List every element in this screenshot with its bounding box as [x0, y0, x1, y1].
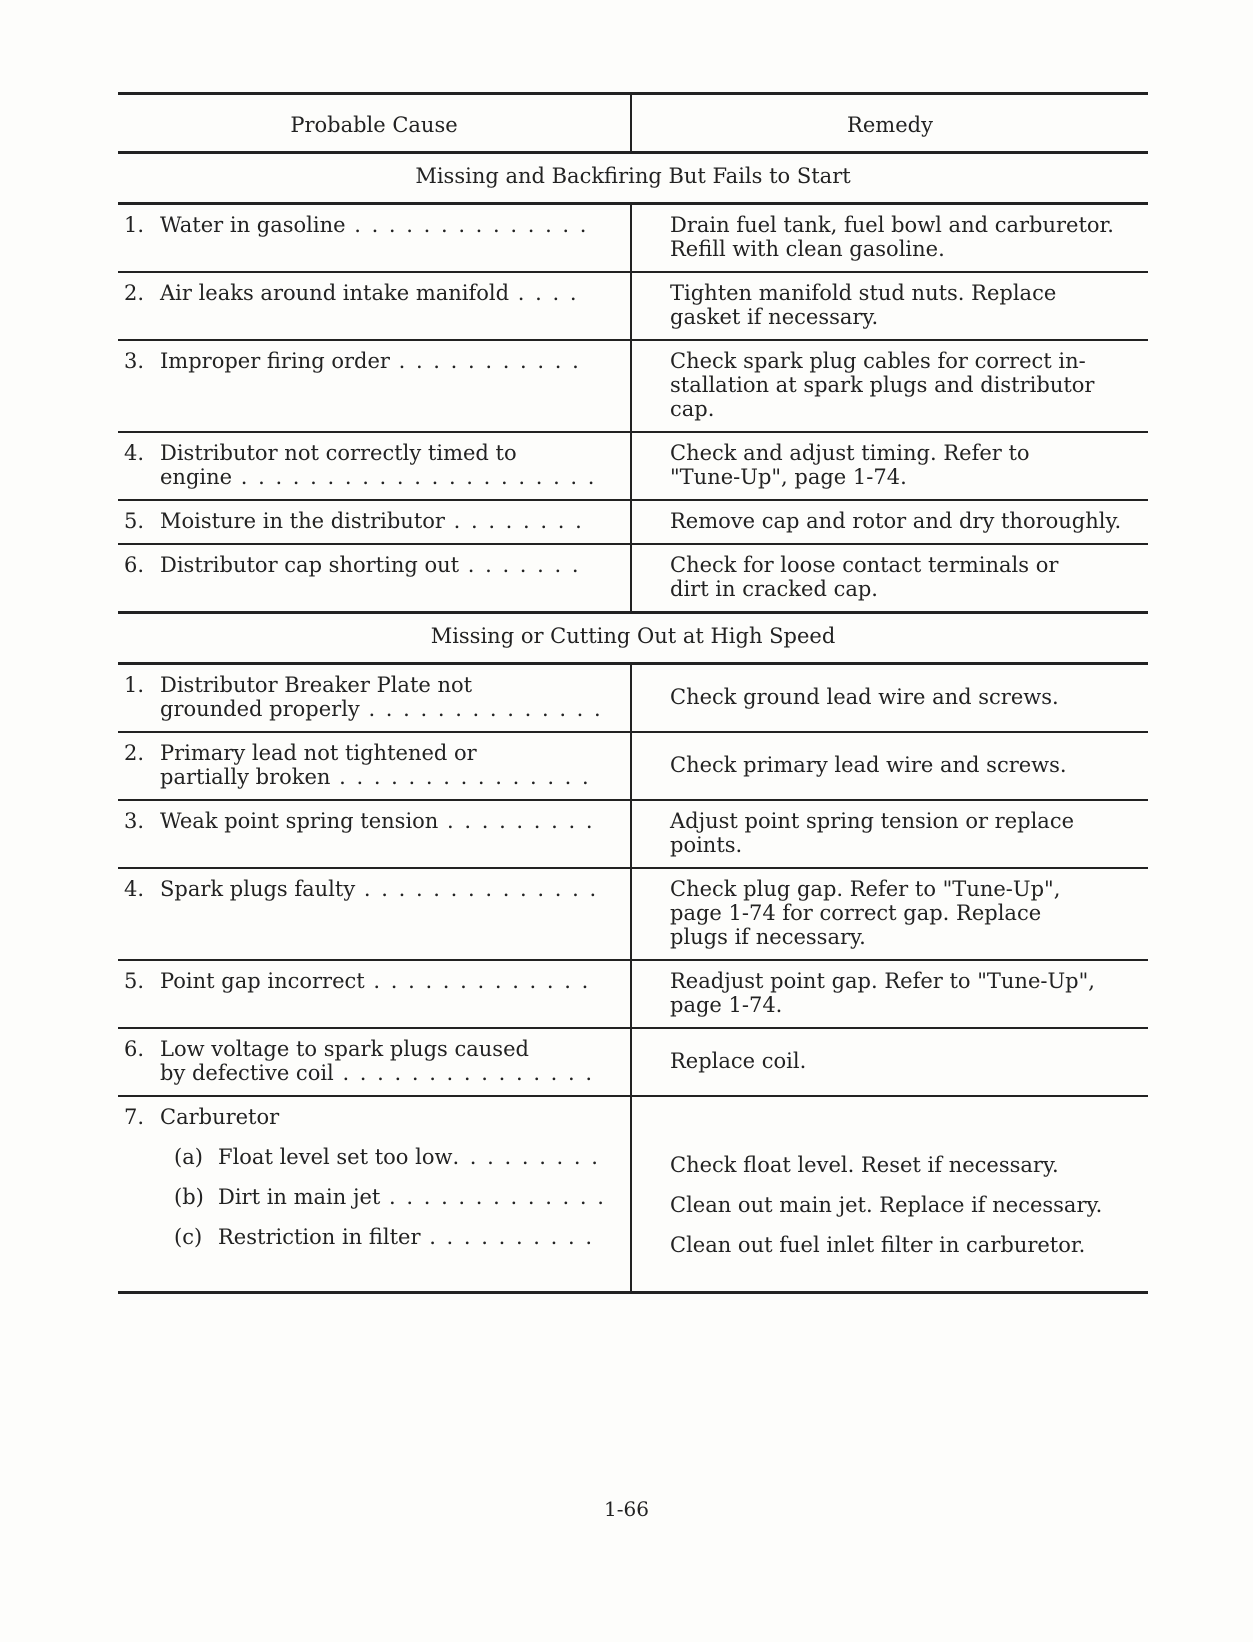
item-number: 1. — [124, 213, 145, 237]
table-header-row — [118, 94, 1148, 153]
cause-text: by defective coil — [160, 1061, 334, 1085]
remedy-text: Readjust point gap. Refer to "Tune-Up", — [670, 969, 1095, 993]
item-number: 1. — [124, 673, 145, 697]
table-row — [118, 204, 1148, 273]
cause-cell — [118, 500, 631, 544]
remedy-text: Check primary lead wire and screws. — [670, 753, 1067, 777]
table-row — [118, 500, 1148, 544]
cause-text: Weak point spring tension — [160, 809, 439, 833]
remedy-cell — [631, 1028, 1148, 1096]
remedy-text: dirt in cracked cap. — [670, 577, 878, 601]
item-number: 5. — [124, 969, 145, 993]
cause-text: Distributor not correctly timed to — [160, 441, 517, 465]
remedy-cell — [631, 732, 1148, 800]
table-row — [118, 960, 1148, 1028]
item-number: 7. — [124, 1105, 145, 1129]
remedy-cell — [631, 432, 1148, 500]
remedy-text: Check and adjust timing. Refer to — [670, 441, 1030, 465]
remedy-text: Refill with clean gasoline. — [670, 237, 945, 261]
cause-text-continued — [124, 697, 624, 721]
item-number: 4. — [124, 877, 145, 901]
cause-text: Restriction in filter — [218, 1225, 421, 1249]
remedy-cell — [631, 868, 1148, 960]
table-row — [118, 1028, 1148, 1096]
leader-dots: . . . . . . . . . . . . . . — [345, 213, 589, 237]
leader-dots: . . . . . . . . . . . . . — [364, 969, 591, 993]
remedy-text: Replace coil. — [670, 1049, 807, 1073]
cause-text: Float level set too low — [218, 1145, 453, 1169]
cause-text: grounded properly — [160, 697, 360, 721]
remedy-text: page 1-74. — [670, 993, 783, 1017]
remedy-cell — [631, 500, 1148, 544]
cause-text-continued — [124, 765, 624, 789]
remedy-text: Check ground lead wire and screws. — [670, 685, 1059, 709]
remedy-cell — [631, 204, 1148, 273]
leader-dots: . . . . . . . . — [444, 509, 584, 533]
leader-dots: . . . . — [509, 281, 579, 305]
cause-cell — [118, 272, 631, 340]
cause-cell — [118, 544, 631, 613]
item-number: 2. — [124, 741, 145, 765]
item-number: 3. — [124, 809, 145, 833]
cause-cell — [118, 960, 631, 1028]
cause-text: partially broken — [160, 765, 331, 789]
table-row — [118, 800, 1148, 868]
cause-text: Dirt in main jet — [218, 1185, 381, 1209]
sub-item-label: (c) — [174, 1225, 203, 1249]
cause-cell — [118, 1096, 631, 1293]
remedy-text: Clean out fuel inlet filter in carburetor. — [670, 1233, 1086, 1257]
remedy-cell — [631, 340, 1148, 432]
remedy-text: Adjust point spring tension or replace — [670, 809, 1075, 833]
cause-cell — [118, 868, 631, 960]
remedy-text: Tighten manifold stud nuts. Replace — [670, 281, 1057, 305]
item-number: 2. — [124, 281, 145, 305]
leader-dots: . . . . . . . . . . . — [389, 349, 581, 373]
cause-text: Primary lead not tightened or — [160, 741, 477, 765]
item-number: 4. — [124, 441, 145, 465]
leader-dots: . . . . . . . . . . — [420, 1225, 595, 1249]
troubleshooting-table — [118, 92, 1148, 1294]
cause-cell — [118, 732, 631, 800]
troubleshooting-page — [118, 92, 1148, 1294]
cause-cell — [118, 340, 631, 432]
cause-text: Spark plugs faulty — [160, 877, 356, 901]
remedy-text: cap. — [670, 397, 715, 421]
remedy-cell — [631, 664, 1148, 733]
cause-text: Carburetor — [160, 1105, 280, 1129]
remedy-cell — [631, 960, 1148, 1028]
page-number: 1-66 — [604, 1497, 649, 1521]
cause-text: Low voltage to spark plugs caused — [160, 1037, 529, 1061]
remedy-text: "Tune-Up", page 1-74. — [670, 465, 907, 489]
cause-cell — [118, 432, 631, 500]
remedy-text: Drain fuel tank, fuel bowl and carburetor. — [670, 213, 1114, 237]
remedy-text: Check for loose contact terminals or — [670, 553, 1059, 577]
item-number: 6. — [124, 1037, 145, 1061]
cause-text: Improper firing order — [160, 349, 390, 373]
cause-text: Water in gasoline — [160, 213, 346, 237]
sub-item — [124, 1145, 624, 1169]
leader-dots: . . . . . . . . . . . . . . — [359, 697, 603, 721]
cause-text: engine — [160, 465, 233, 489]
leader-dots: . . . . . . . . . — [438, 809, 595, 833]
table-row — [118, 664, 1148, 733]
remedy-text: stallation at spark plugs and distributor — [670, 373, 1095, 397]
cause-text: Air leaks around intake manifold — [160, 281, 510, 305]
leader-dots: . . . . . . . . . — [452, 1145, 600, 1169]
remedy-cell — [631, 544, 1148, 613]
cause-cell — [118, 1028, 631, 1096]
cause-text: Point gap incorrect — [160, 969, 365, 993]
cause-text: Distributor Breaker Plate not — [160, 673, 473, 697]
leader-dots: . . . . . . . . . . . . . . — [355, 877, 599, 901]
remedy-text: page 1-74 for correct gap. Replace — [670, 901, 1042, 925]
sub-item — [124, 1185, 624, 1209]
remedy-text: Clean out main jet. Replace if necessary. — [670, 1193, 1103, 1217]
table-row — [118, 340, 1148, 432]
item-number: 3. — [124, 349, 145, 373]
sub-item — [124, 1225, 624, 1249]
remedy-cell — [631, 800, 1148, 868]
section-heading-row — [118, 613, 1148, 664]
remedy-text: Check spark plug cables for correct in- — [670, 349, 1086, 373]
cause-cell — [118, 664, 631, 733]
table-row — [118, 1096, 1148, 1293]
leader-dots: . . . . . . . . . . . . . . . — [330, 765, 591, 789]
cause-text: Distributor cap shorting out — [160, 553, 460, 577]
remedy-text: plugs if necessary. — [670, 925, 866, 949]
cause-text-continued — [124, 465, 624, 489]
remedy-text: points. — [670, 833, 743, 857]
remedy-cell — [631, 1096, 1148, 1293]
remedy-text: Remove cap and rotor and dry thoroughly. — [670, 509, 1122, 533]
sub-item-label: (a) — [174, 1145, 203, 1169]
leader-dots: . . . . . . . . . . . . . . . — [333, 1061, 595, 1085]
sub-item-label: (b) — [174, 1185, 204, 1209]
cause-text-continued — [124, 1061, 624, 1085]
section-title: Missing and Backfiring But Fails to Start — [118, 153, 1148, 204]
table-row — [118, 732, 1148, 800]
item-number: 5. — [124, 509, 145, 533]
cause-cell — [118, 800, 631, 868]
table-row — [118, 868, 1148, 960]
leader-dots: . . . . . . . . . . . . . . . . . . . . . — [232, 465, 597, 489]
table-row — [118, 272, 1148, 340]
header-remedy: Remedy — [631, 94, 1148, 153]
remedy-text: Check plug gap. Refer to "Tune-Up", — [670, 877, 1061, 901]
header-probable-cause: Probable Cause — [118, 94, 631, 153]
remedy-text: Check float level. Reset if necessary. — [670, 1153, 1059, 1177]
item-number: 6. — [124, 553, 145, 577]
cause-cell — [118, 204, 631, 273]
cause-text: Moisture in the distributor — [160, 509, 445, 533]
table-row — [118, 432, 1148, 500]
section-heading-row — [118, 153, 1148, 204]
section-title: Missing or Cutting Out at High Speed — [118, 613, 1148, 664]
remedy-text: gasket if necessary. — [670, 305, 879, 329]
table-row — [118, 544, 1148, 613]
leader-dots: . . . . . . . — [459, 553, 581, 577]
leader-dots: . . . . . . . . . . . . . — [380, 1185, 606, 1209]
remedy-cell — [631, 272, 1148, 340]
